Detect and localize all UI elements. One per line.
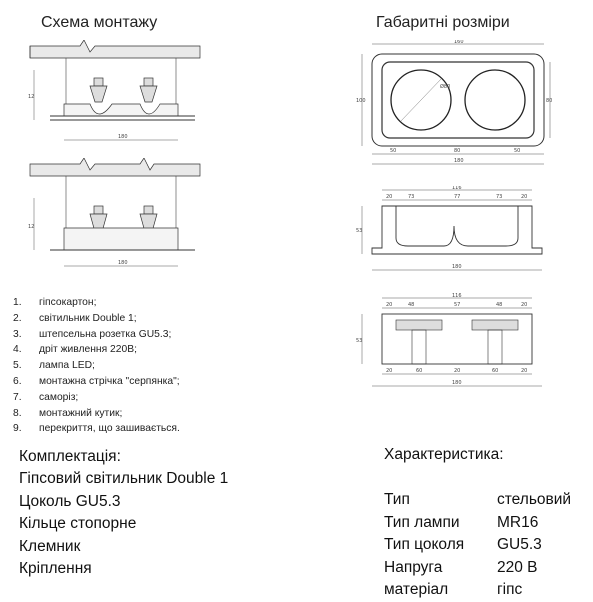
dim-bottom-2: 80 [454, 148, 461, 154]
dimensions-heading: Габаритні розміри [376, 14, 510, 31]
dim-section-2: 48 [408, 302, 415, 308]
legend-item: 5. лампа LED; [13, 360, 95, 372]
spec-row: Тип цоколя GU5.3 [384, 536, 542, 554]
dim-section-height: 53 [356, 338, 363, 344]
legend-item: 7. саморіз; [13, 391, 79, 403]
spec-row: матеріал гіпс [384, 581, 523, 599]
dim-section-total: 180 [452, 380, 462, 386]
spec-row: Напруга 220 В [384, 558, 538, 576]
spec-row: Тип лампи MR16 [384, 513, 539, 531]
mounting-drawing-top [20, 40, 205, 160]
mounting-drawing-bottom [20, 158, 205, 278]
svg-text:12: 12 [28, 224, 35, 230]
dim-side-width: 116 [452, 186, 462, 191]
dim-side-height: 53 [356, 228, 363, 234]
dimensions-side-view [356, 186, 556, 276]
dim-section-5: 20 [521, 302, 528, 308]
dim-side-3: 77 [454, 194, 461, 200]
dim-side-5: 20 [521, 194, 528, 200]
dim-top-inner: 80 [546, 98, 553, 104]
legend-item: 6. монтажна стрічка "серпянка"; [13, 375, 180, 387]
dim-section-b5: 20 [521, 368, 528, 374]
svg-text:12: 12 [28, 94, 35, 100]
dim-section-4: 48 [496, 302, 503, 308]
dim-section-3: 57 [454, 302, 461, 308]
kit-item: Кільце стопорне [19, 515, 137, 533]
dim-section-b1: 20 [386, 368, 393, 374]
spec-row: Тип стельовий [384, 491, 572, 508]
kit-title: Комплектація: [19, 448, 121, 465]
legend-item: 1. гіпсокартон; [13, 297, 97, 308]
dim-bottom-1: 50 [390, 148, 397, 154]
svg-text:180: 180 [118, 134, 128, 140]
mounting-scheme-heading: Схема монтажу [41, 14, 158, 31]
dim-total-width: 180 [454, 158, 464, 164]
legend-item: 4. дріт живлення 220В; [13, 344, 137, 356]
svg-text:180: 180 [118, 260, 128, 266]
dim-side-1: 20 [386, 194, 393, 200]
dim-top-width: 160 [454, 40, 464, 45]
dim-top-height: 100 [356, 98, 366, 104]
dim-side-total: 180 [452, 264, 462, 270]
dim-bottom-3: 50 [514, 148, 521, 154]
kit-item: Клемник [19, 537, 81, 555]
dim-diameter: Ø80 [440, 84, 451, 90]
legend-item: 8. монтажний кутик; [13, 407, 123, 419]
dimensions-section-view [356, 292, 556, 392]
dim-side-4: 73 [496, 194, 503, 200]
dim-section-b3: 20 [454, 368, 461, 374]
dim-section-b4: 60 [492, 368, 499, 374]
kit-item: Цоколь GU5.3 [19, 492, 121, 510]
dim-section-b2: 60 [416, 368, 423, 374]
dim-section-1: 20 [386, 302, 393, 308]
kit-item: Кріплення [19, 560, 92, 578]
specs-table [384, 489, 571, 602]
legend-item: 9. перекриття, що зашивається. [13, 423, 180, 435]
legend-list [13, 295, 180, 437]
dim-side-2: 73 [408, 194, 415, 200]
dim-section-width: 116 [452, 293, 462, 299]
specs-title: Характеристика: [384, 446, 504, 463]
dimensions-top-view [356, 40, 556, 170]
kit-item: Гіпсовий світильник Double 1 [19, 470, 229, 488]
legend-item: 2. світильник Double 1; [13, 312, 137, 324]
kit-section [19, 446, 228, 580]
legend-item: 3. штепсельна розетка GU5.3; [13, 328, 172, 340]
